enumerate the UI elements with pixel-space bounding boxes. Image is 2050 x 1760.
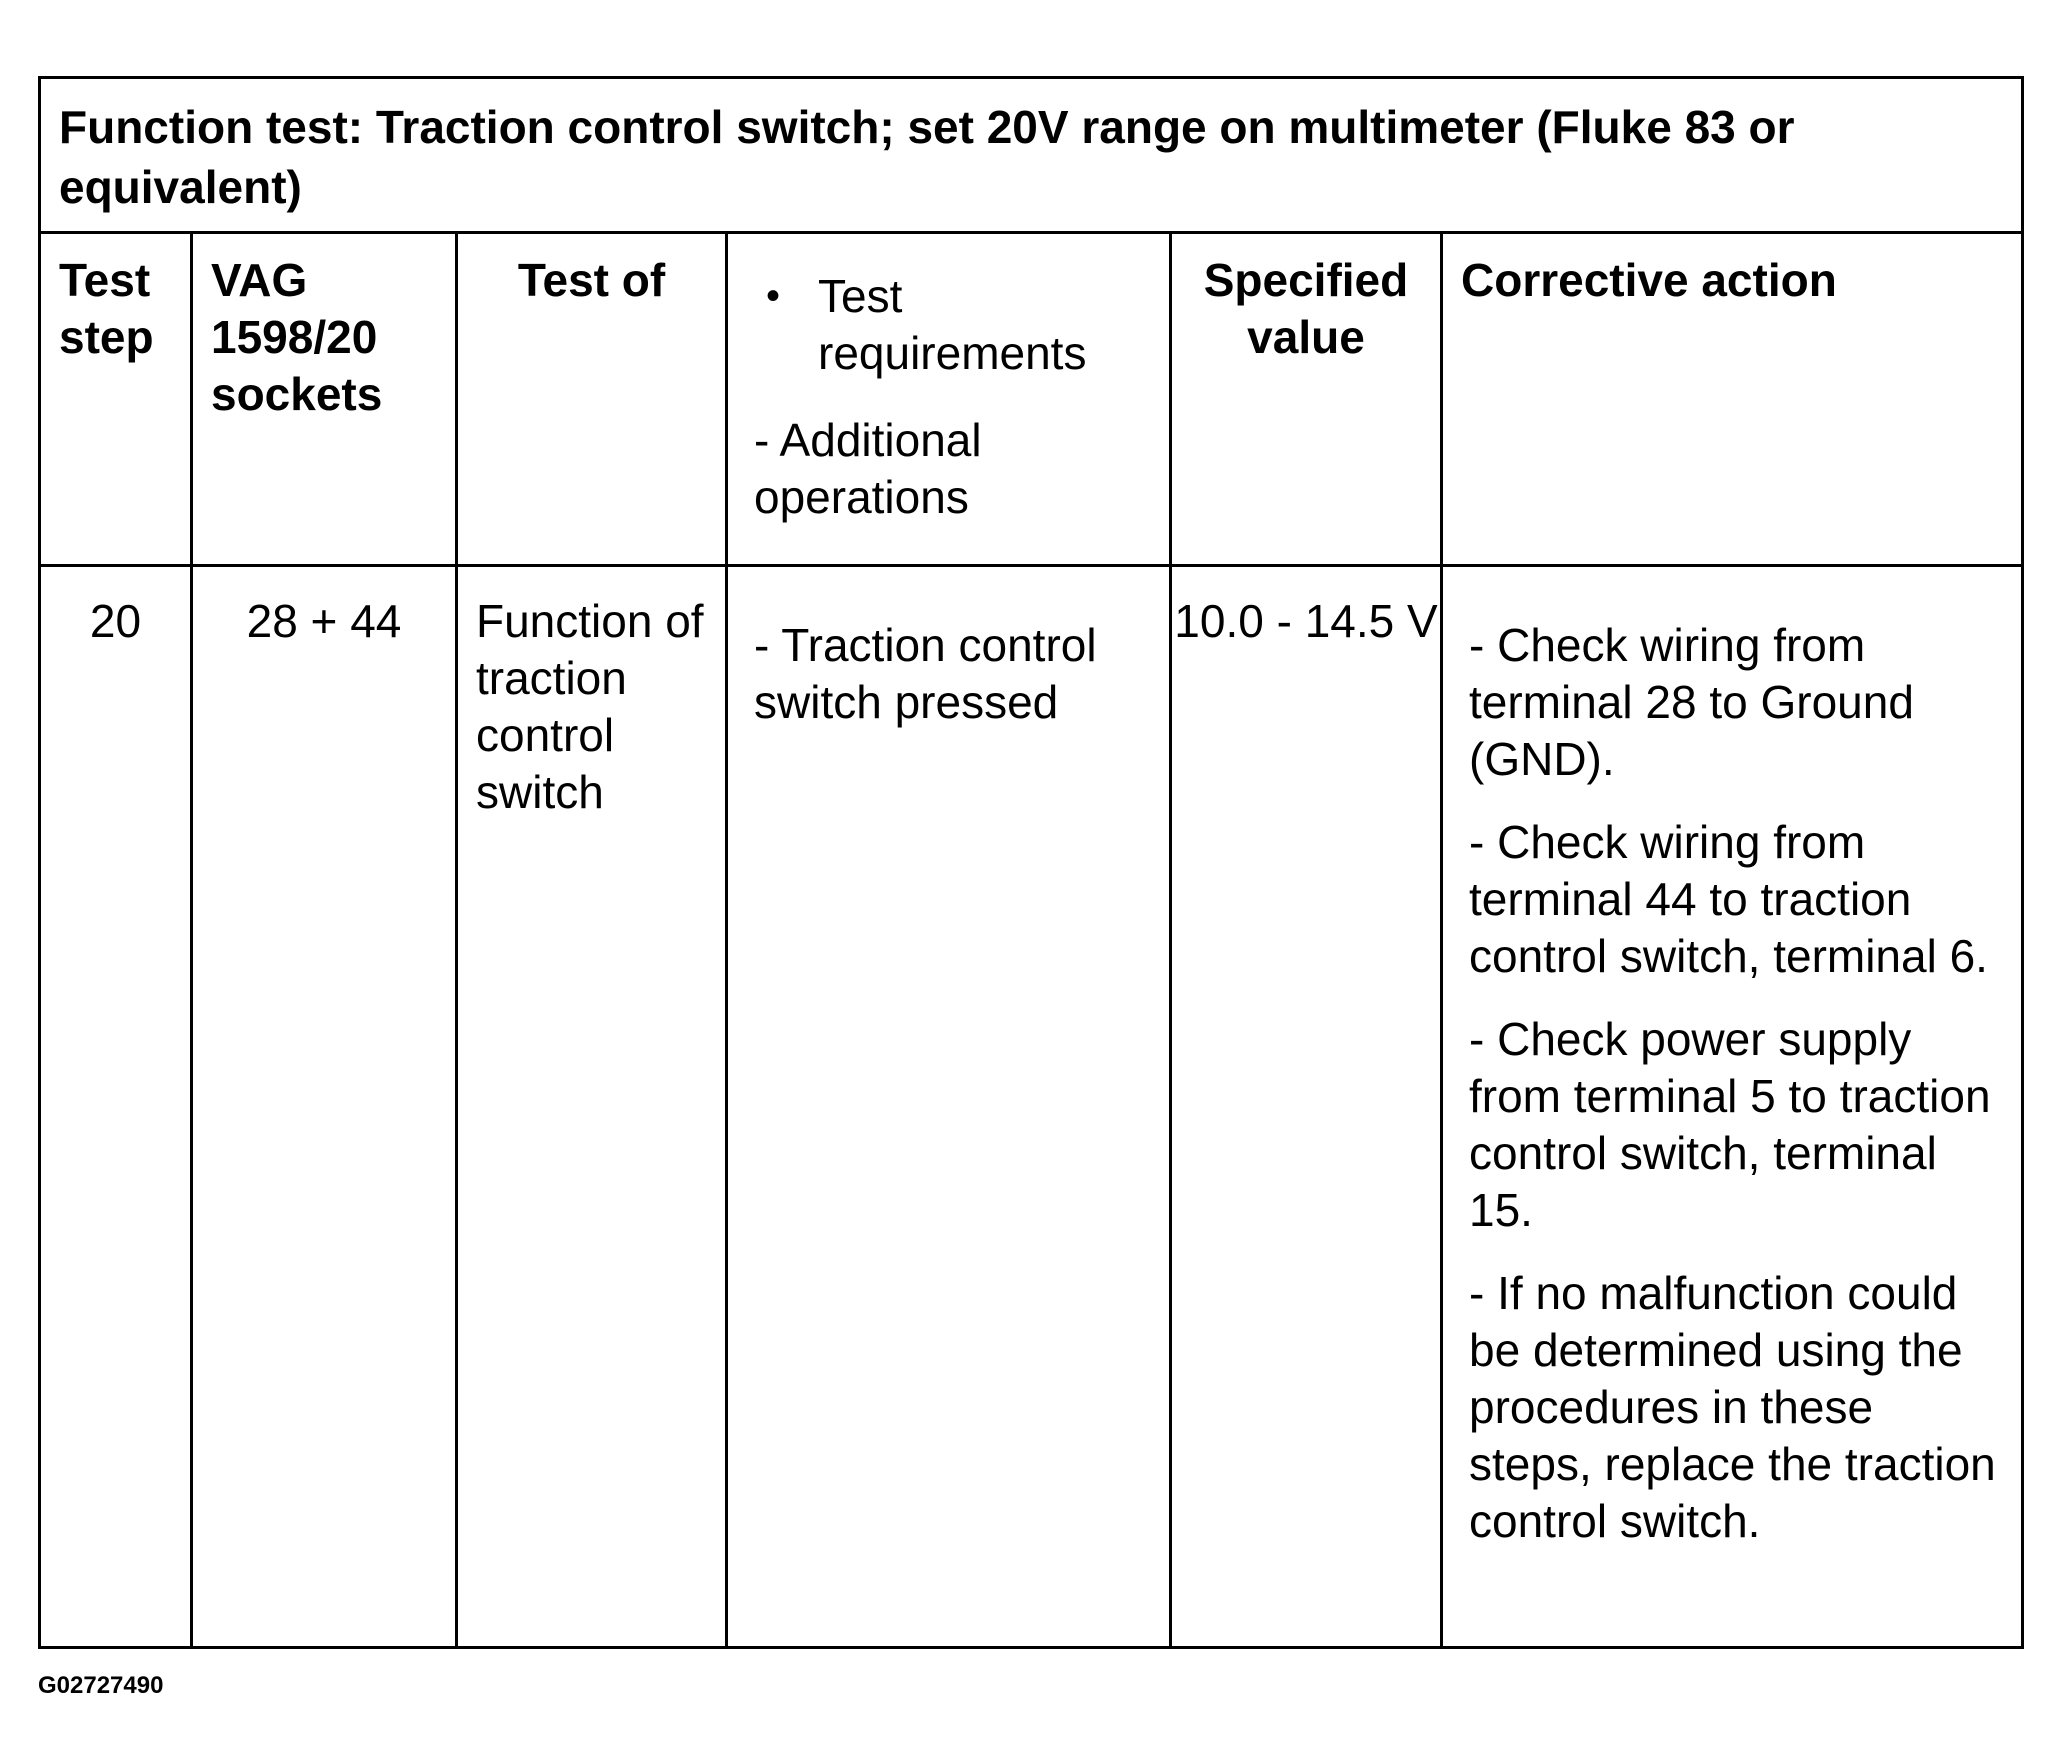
function-test-table	[38, 76, 2024, 1649]
test-requirements-item	[728, 268, 1169, 382]
header-test-step: Test step	[41, 234, 193, 567]
test-requirements-label: Test requirements	[818, 270, 1087, 379]
corrective-action-item: - Check power supply from terminal 5 to traction control switch, terminal 15.	[1469, 1013, 1991, 1236]
header-corrective-action: Corrective action	[1443, 234, 2021, 567]
table-title: Function test: Traction control switch; set 20V range on multimeter (Fluke 83 or equivalent)	[41, 79, 2021, 234]
header-sockets: VAG 1598/20 sockets	[193, 234, 458, 567]
row-corrective-actions	[1443, 567, 2021, 1646]
header-specified-value: Specified value	[1172, 234, 1443, 567]
row-requirements: - Traction control switch pressed	[728, 567, 1172, 1646]
row-sockets: 28 + 44	[193, 567, 458, 1646]
row-test-of: Function of traction control switch	[458, 567, 728, 1646]
additional-operations-label: - Additional operations	[754, 414, 982, 523]
row-test-step: 20	[41, 567, 193, 1646]
corrective-action-item: - Check wiring from terminal 28 to Ground (GND).	[1469, 619, 1914, 785]
row-specified-value: 10.0 - 14.5 V	[1172, 567, 1443, 1646]
header-test-of: Test of	[458, 234, 728, 567]
header-requirements	[728, 234, 1172, 567]
bullet-icon: •	[766, 274, 781, 318]
corrective-action-item: - If no malfunction could be determined using the procedures in these steps, replace the traction control switch.	[1469, 1267, 1996, 1547]
figure-id: G02727490	[38, 1672, 164, 1699]
corrective-action-item: - Check wiring from terminal 44 to traction control switch, terminal 6.	[1469, 816, 1988, 982]
